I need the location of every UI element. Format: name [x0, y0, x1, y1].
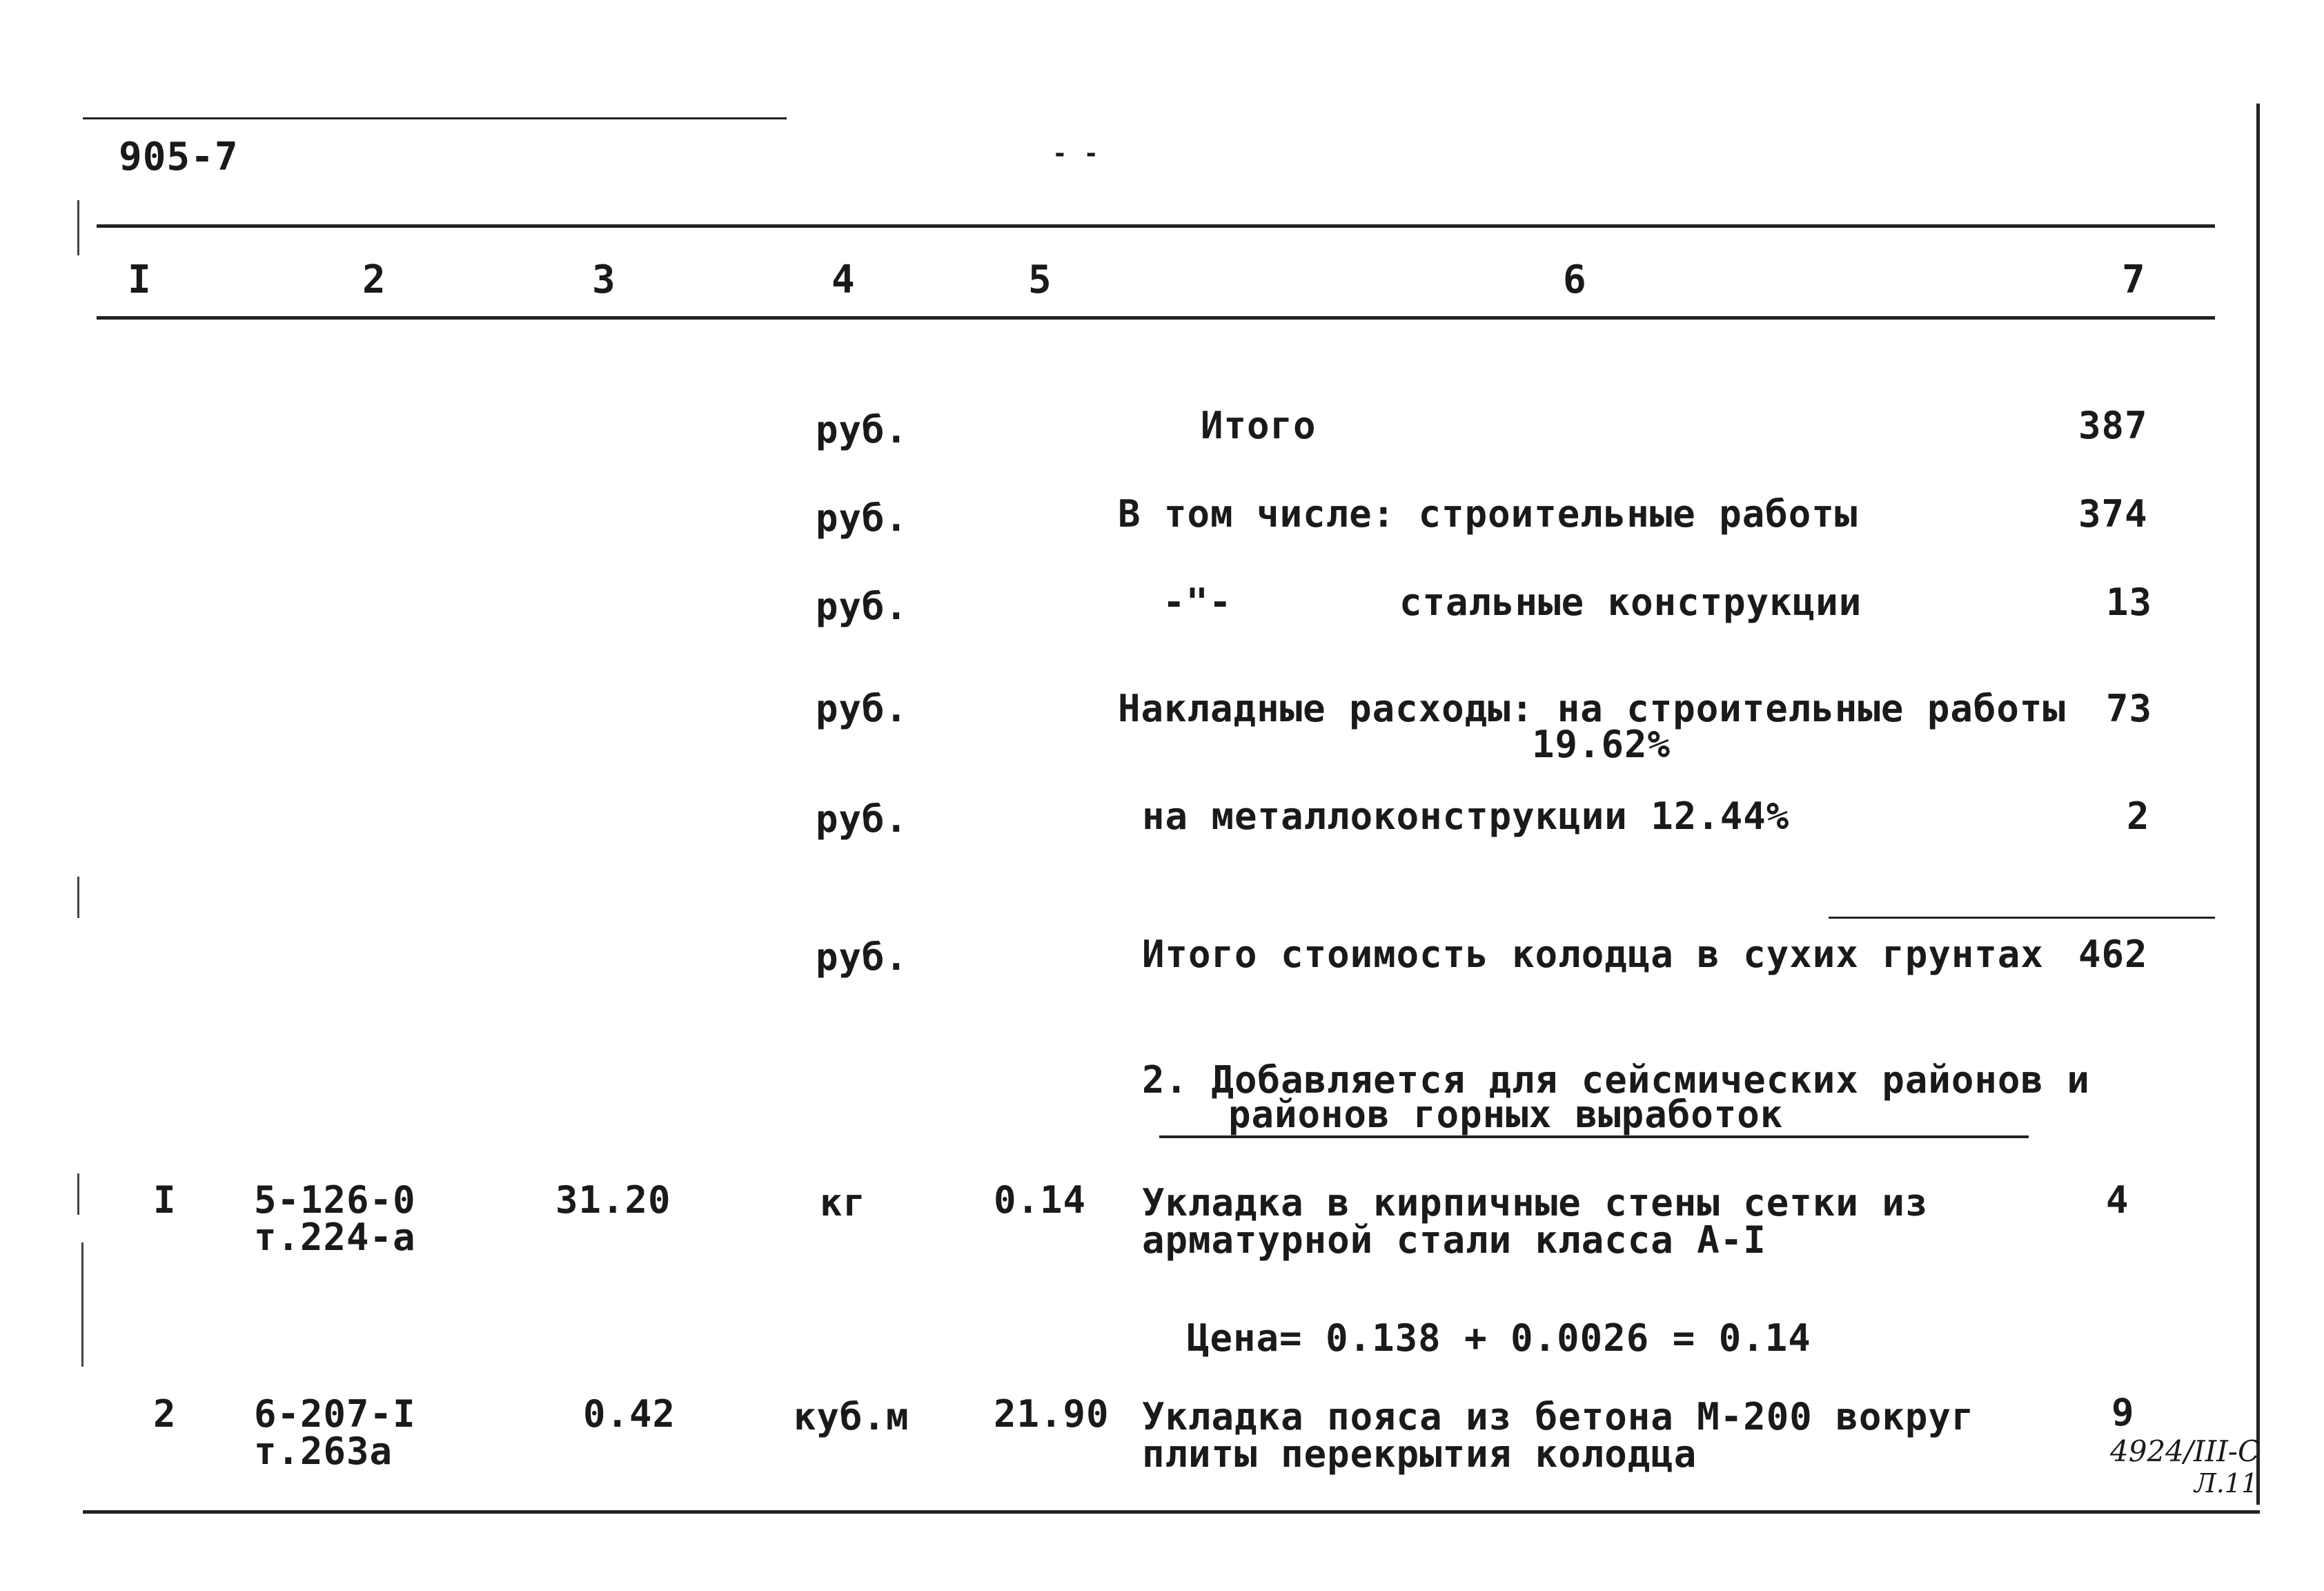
summary-desc: В том числе: строительные работы	[1118, 492, 1858, 536]
margin-tick	[77, 877, 79, 918]
col-header-4: 4	[831, 257, 856, 302]
row-description-line2: плиты перекрытия колодца	[1142, 1432, 1697, 1476]
section-underline	[1159, 1135, 2029, 1138]
section-heading-line2: районов горных выработок	[1228, 1093, 1784, 1136]
row-unit: кг	[820, 1181, 867, 1224]
page-mark: - -	[1052, 139, 1100, 168]
row-number: I	[153, 1178, 177, 1222]
document-code: 905-7	[119, 135, 239, 179]
row-description: Укладка пояса из бетона М-200 вокруг	[1142, 1395, 1975, 1438]
col-header-5: 5	[1028, 257, 1052, 302]
summary-desc: Накладные расходы: на строительные работы	[1118, 687, 2066, 730]
summary-value: 374	[2078, 492, 2148, 536]
row-unit: куб.м	[794, 1395, 909, 1438]
summary-value: 462	[2078, 933, 2148, 976]
row-number: 2	[153, 1392, 177, 1436]
summary-value: 387	[2078, 404, 2148, 447]
summary-desc: на металлоконструкции 12.44%	[1142, 794, 1790, 838]
summary-unit: руб.	[816, 496, 909, 540]
summary-ditto: -"-	[1163, 580, 1232, 624]
top-rule	[83, 117, 787, 119]
total-rule	[1829, 917, 2215, 919]
header-bottom-rule	[97, 316, 2215, 320]
row-total: 4	[2106, 1178, 2129, 1222]
margin-tick	[81, 1242, 83, 1367]
summary-unit: руб.	[816, 797, 909, 841]
margin-tick	[77, 200, 79, 255]
col-header-6: 6	[1563, 257, 1587, 302]
handwritten-sub: Л.11	[2194, 1468, 2258, 1499]
row-total: 9	[2111, 1391, 2135, 1434]
summary-desc: Итого стоимость колодца в сухих грунтах	[1142, 933, 2044, 976]
margin-tick	[77, 1173, 79, 1215]
summary-unit: руб.	[816, 687, 909, 730]
row-description: Укладка в кирпичные стены сетки из	[1142, 1181, 1929, 1224]
row-quantity: 0.42	[583, 1392, 676, 1436]
summary-unit: руб.	[816, 408, 909, 451]
summary-value: 73	[2106, 687, 2153, 730]
row-code-ref: т.224-а	[254, 1216, 416, 1259]
row-code: 5-126-0	[254, 1178, 416, 1222]
col-header-1: I	[128, 257, 152, 302]
summary-desc-line2: 19.62%	[1532, 723, 1671, 766]
row-price: 0.14	[994, 1178, 1087, 1222]
handwritten-mark: 4924/III-С	[2110, 1434, 2261, 1468]
summary-unit: руб.	[816, 585, 909, 628]
col-header-7: 7	[2122, 257, 2146, 302]
summary-value: 2	[2127, 794, 2150, 838]
summary-desc: стальные конструкции	[1399, 580, 1862, 624]
summary-unit: руб.	[816, 935, 909, 979]
col-header-3: 3	[592, 257, 616, 302]
row-quantity: 31.20	[555, 1178, 671, 1222]
summary-desc: Итого	[1201, 404, 1317, 447]
row-description-line2: арматурной стали класса А-I	[1142, 1218, 1766, 1262]
col-header-2: 2	[362, 257, 386, 302]
bottom-rule	[83, 1510, 2260, 1514]
row-code: 6-207-I	[254, 1392, 416, 1436]
row-price-note: Цена= 0.138 + 0.0026 = 0.14	[1187, 1316, 1811, 1360]
row-code-ref: т.263а	[254, 1429, 393, 1473]
header-top-rule	[97, 224, 2215, 228]
right-border	[2256, 104, 2260, 1505]
section-heading: 2. Добавляется для сейсмических районов и	[1142, 1058, 2090, 1102]
row-price: 21.90	[994, 1392, 1110, 1436]
summary-value: 13	[2106, 580, 2153, 624]
